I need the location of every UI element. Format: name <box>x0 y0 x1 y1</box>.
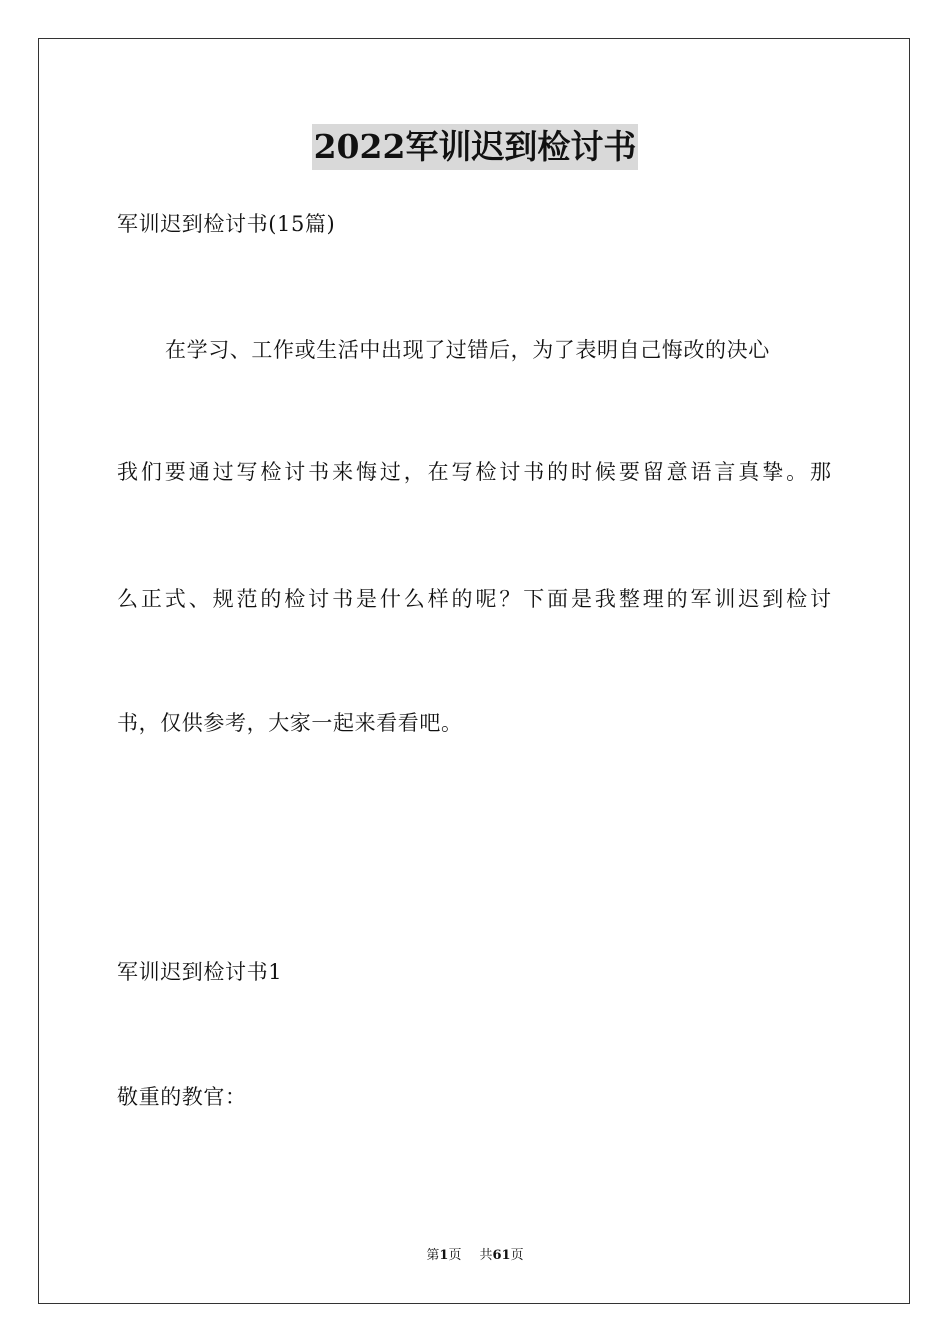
total-pages: 61 <box>492 1248 511 1263</box>
title-container <box>0 124 950 170</box>
page-footer <box>0 1247 950 1265</box>
intro-line-2: 我们要通过写检讨书来悔过，在写检讨书的时候要留意语言真挚。那 <box>117 460 831 484</box>
intro-line-3: 么正式、规范的检讨书是什么样的呢？下面是我整理的军训迟到检讨 <box>117 587 831 611</box>
page-prefix: 第 <box>426 1248 440 1263</box>
intro-line-1: 在学习、工作或生活中出现了过错后，为了表明自己悔改的决心 <box>165 338 770 362</box>
total-prefix: 共 <box>479 1248 493 1263</box>
salutation: 敬重的教官： <box>117 1085 247 1109</box>
intro-line-4: 书，仅供参考，大家一起来看看吧。 <box>117 711 463 735</box>
document-subtitle: 军训迟到检讨书(15篇) <box>117 212 336 236</box>
page-number: 1 <box>439 1248 449 1263</box>
document-title: 2022军训迟到检讨书 <box>312 124 639 170</box>
section-heading: 军训迟到检讨书1 <box>117 960 283 984</box>
page-suffix: 页 <box>448 1248 462 1263</box>
total-suffix: 页 <box>510 1248 524 1263</box>
